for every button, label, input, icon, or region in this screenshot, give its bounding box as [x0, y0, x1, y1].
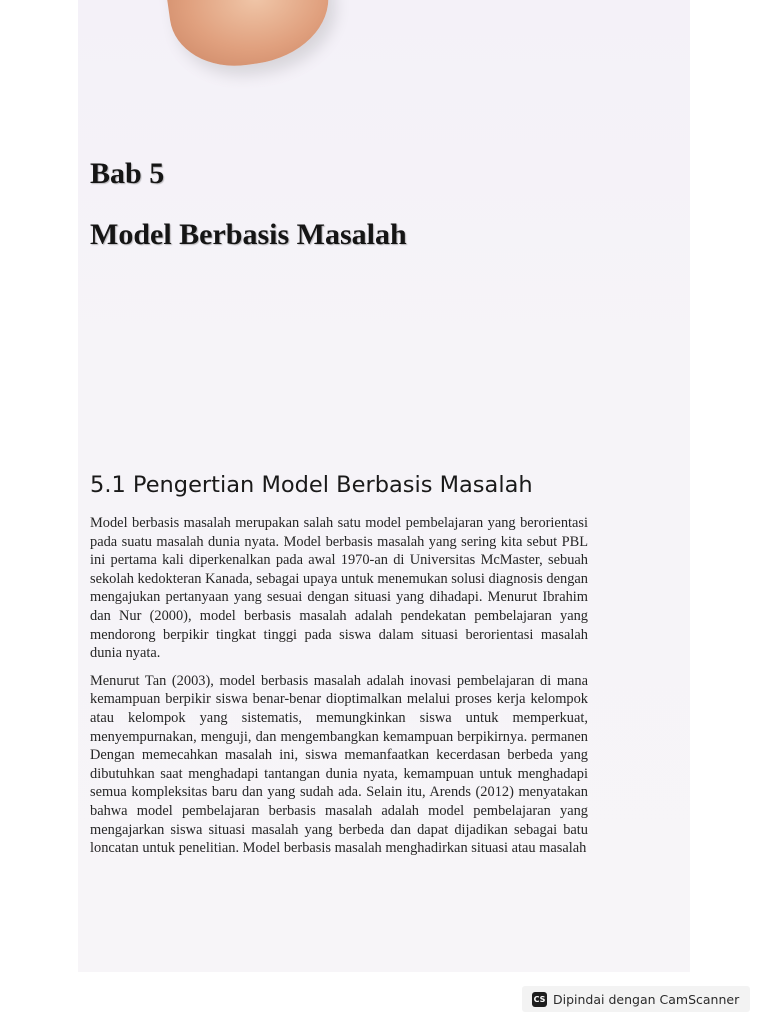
chapter-number: Bab 5 [90, 157, 165, 190]
chapter-title: Model Berbasis Masalah [90, 218, 407, 251]
camscanner-label: Dipindai dengan CamScanner [553, 991, 740, 1007]
paragraph: Model berbasis masalah merupakan salah satu model pembelajaran yang berorientasi pada suatu masalah dunia nyata. Model berbasis masalah yang sering kita sebut PBL ini pertama kali diperkenalkan pada awal 1970-an di Universitas McMaster, sebuah sekolah kedokteran Kanada, sebagai upaya untuk menemukan solusi diagnosis dengan mengajukan pertanyaan yang sesuai dengan situasi yang dihadapi. Menurut Ibrahim dan Nur (2000), model berbasis masalah adalah pendekatan pembelajaran yang mendorong berpikir tingkat tinggi pada siswa dalam situasi berorientasi masalah dunia nyata. [90, 515, 588, 662]
section-body [90, 514, 588, 867]
paragraph: Menurut Tan (2003), model berbasis masalah adalah inovasi pembelajaran di mana kemampuan berpikir siswa benar-benar dioptimalkan melalui proses kerja kelompok atau kelompok yang sistematis, memungkinkan siswa untuk memperkuat, menyempurnakan, menguji, dan mengembangkan kemampuan berpikirnya. permanen Dengan memecahkan masalah ini, siswa memanfaatkan kecerdasan berbeda yang dibutuhkan saat menghadapi tantangan dunia nyata, kemampuan untuk menghadapi semua kompleksitas baru dan yang sudah ada. Selain itu, Arends (2012) menyatakan bahwa model pembelajaran berbasis masalah adalah model pembelajaran yang mengajarkan siswa situasi masalah yang berbeda dan dapat dijadikan sebagai batu loncatan untuk penelitian. Model berbasis masalah menghadirkan situasi atau masalah [90, 672, 588, 857]
camscanner-badge [522, 986, 750, 1012]
section-heading: 5.1 Pengertian Model Berbasis Masalah [90, 472, 533, 498]
scanned-page [78, 0, 690, 972]
finger-image [164, 0, 336, 75]
camscanner-logo-icon: CS [532, 992, 547, 1007]
